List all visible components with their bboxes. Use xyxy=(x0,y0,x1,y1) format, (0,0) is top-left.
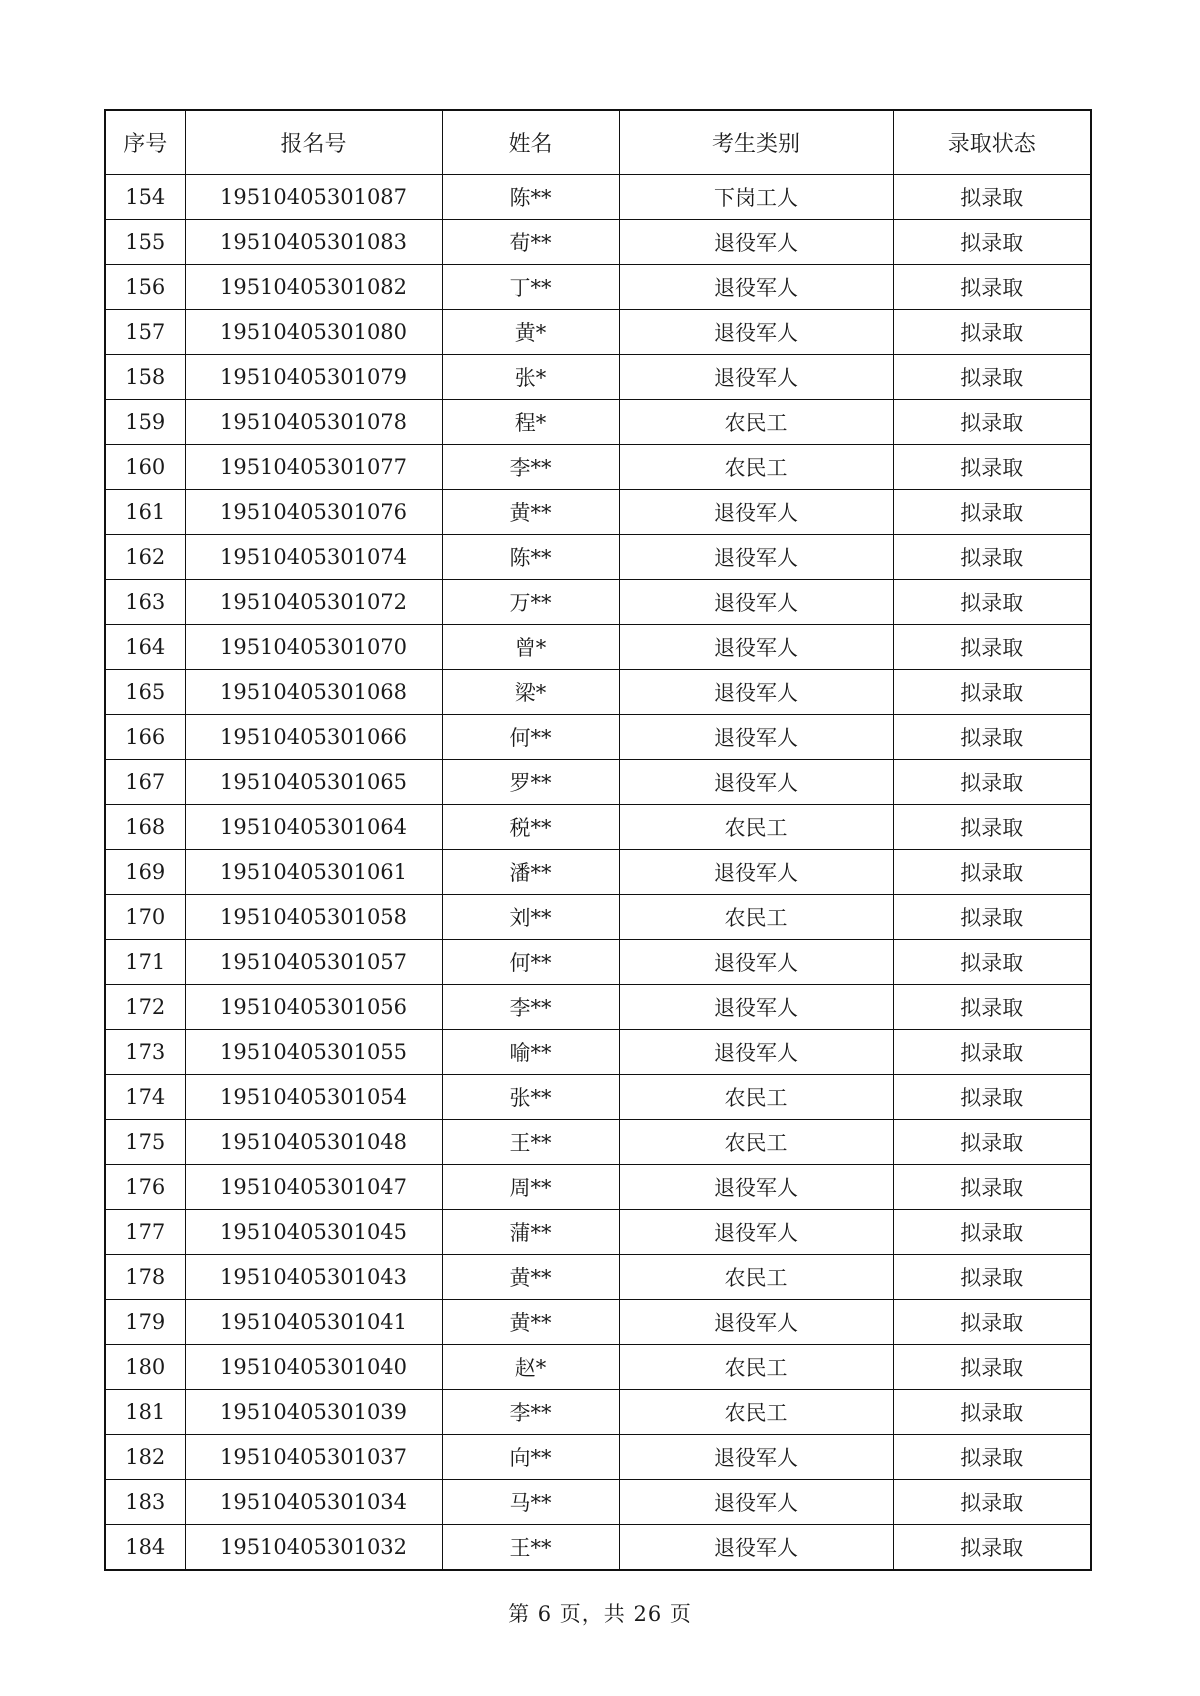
cell-candidate-category: 退役军人 xyxy=(619,670,893,715)
table-row xyxy=(105,805,1091,850)
cell-admission-status: 拟录取 xyxy=(893,895,1091,940)
cell-seq: 159 xyxy=(105,400,185,445)
cell-seq: 165 xyxy=(105,670,185,715)
cell-candidate-category: 农民工 xyxy=(619,1345,893,1390)
cell-registration-number: 19510405301037 xyxy=(185,1435,442,1480)
table-row xyxy=(105,850,1091,895)
cell-candidate-category: 退役军人 xyxy=(619,985,893,1030)
cell-registration-number: 19510405301054 xyxy=(185,1075,442,1120)
cell-name: 张* xyxy=(442,355,619,400)
cell-candidate-category: 农民工 xyxy=(619,400,893,445)
cell-registration-number: 19510405301034 xyxy=(185,1480,442,1525)
cell-registration-number: 19510405301058 xyxy=(185,895,442,940)
cell-admission-status: 拟录取 xyxy=(893,1345,1091,1390)
cell-candidate-category: 退役军人 xyxy=(619,535,893,580)
cell-admission-status: 拟录取 xyxy=(893,265,1091,310)
cell-seq: 174 xyxy=(105,1075,185,1120)
cell-candidate-category: 退役军人 xyxy=(619,1165,893,1210)
cell-seq: 163 xyxy=(105,580,185,625)
cell-registration-number: 19510405301043 xyxy=(185,1255,442,1300)
cell-registration-number: 19510405301057 xyxy=(185,940,442,985)
cell-registration-number: 19510405301032 xyxy=(185,1525,442,1571)
table-row xyxy=(105,1390,1091,1435)
cell-seq: 176 xyxy=(105,1165,185,1210)
cell-seq: 183 xyxy=(105,1480,185,1525)
cell-admission-status: 拟录取 xyxy=(893,1390,1091,1435)
cell-name: 李** xyxy=(442,445,619,490)
cell-name: 张** xyxy=(442,1075,619,1120)
cell-seq: 157 xyxy=(105,310,185,355)
cell-registration-number: 19510405301082 xyxy=(185,265,442,310)
table-row xyxy=(105,175,1091,220)
table-row xyxy=(105,1480,1091,1525)
header-admission-status: 录取状态 xyxy=(893,110,1091,175)
cell-admission-status: 拟录取 xyxy=(893,580,1091,625)
cell-seq: 167 xyxy=(105,760,185,805)
header-name: 姓名 xyxy=(442,110,619,175)
table-row xyxy=(105,670,1091,715)
cell-registration-number: 19510405301080 xyxy=(185,310,442,355)
cell-admission-status: 拟录取 xyxy=(893,1030,1091,1075)
cell-name: 喻** xyxy=(442,1030,619,1075)
cell-seq: 184 xyxy=(105,1525,185,1571)
cell-seq: 156 xyxy=(105,265,185,310)
cell-registration-number: 19510405301079 xyxy=(185,355,442,400)
cell-admission-status: 拟录取 xyxy=(893,1210,1091,1255)
cell-seq: 154 xyxy=(105,175,185,220)
cell-admission-status: 拟录取 xyxy=(893,535,1091,580)
cell-admission-status: 拟录取 xyxy=(893,760,1091,805)
table-row xyxy=(105,310,1091,355)
cell-candidate-category: 退役军人 xyxy=(619,1300,893,1345)
cell-seq: 170 xyxy=(105,895,185,940)
table-row xyxy=(105,1255,1091,1300)
cell-admission-status: 拟录取 xyxy=(893,1525,1091,1571)
cell-registration-number: 19510405301068 xyxy=(185,670,442,715)
cell-registration-number: 19510405301077 xyxy=(185,445,442,490)
table-row xyxy=(105,1030,1091,1075)
cell-seq: 168 xyxy=(105,805,185,850)
cell-registration-number: 19510405301056 xyxy=(185,985,442,1030)
cell-admission-status: 拟录取 xyxy=(893,1255,1091,1300)
cell-seq: 173 xyxy=(105,1030,185,1075)
cell-name: 王** xyxy=(442,1525,619,1571)
cell-admission-status: 拟录取 xyxy=(893,1165,1091,1210)
cell-candidate-category: 退役军人 xyxy=(619,1525,893,1571)
cell-name: 李** xyxy=(442,1390,619,1435)
cell-admission-status: 拟录取 xyxy=(893,1120,1091,1165)
cell-seq: 177 xyxy=(105,1210,185,1255)
cell-registration-number: 19510405301040 xyxy=(185,1345,442,1390)
table-row xyxy=(105,1300,1091,1345)
cell-name: 王** xyxy=(442,1120,619,1165)
cell-candidate-category: 退役军人 xyxy=(619,850,893,895)
cell-name: 黄** xyxy=(442,1300,619,1345)
cell-registration-number: 19510405301041 xyxy=(185,1300,442,1345)
cell-name: 罗** xyxy=(442,760,619,805)
table-row xyxy=(105,265,1091,310)
cell-name: 周** xyxy=(442,1165,619,1210)
cell-candidate-category: 退役军人 xyxy=(619,940,893,985)
cell-registration-number: 19510405301065 xyxy=(185,760,442,805)
cell-candidate-category: 农民工 xyxy=(619,1120,893,1165)
cell-name: 梁* xyxy=(442,670,619,715)
cell-seq: 164 xyxy=(105,625,185,670)
cell-candidate-category: 退役军人 xyxy=(619,715,893,760)
cell-candidate-category: 退役军人 xyxy=(619,355,893,400)
table-row xyxy=(105,940,1091,985)
cell-admission-status: 拟录取 xyxy=(893,1435,1091,1480)
cell-seq: 155 xyxy=(105,220,185,265)
cell-registration-number: 19510405301072 xyxy=(185,580,442,625)
cell-candidate-category: 退役军人 xyxy=(619,1480,893,1525)
cell-candidate-category: 退役军人 xyxy=(619,1030,893,1075)
table-row xyxy=(105,490,1091,535)
cell-seq: 158 xyxy=(105,355,185,400)
cell-admission-status: 拟录取 xyxy=(893,490,1091,535)
table-row xyxy=(105,220,1091,265)
cell-name: 蒲** xyxy=(442,1210,619,1255)
table-row xyxy=(105,1525,1091,1571)
cell-candidate-category: 退役军人 xyxy=(619,265,893,310)
cell-admission-status: 拟录取 xyxy=(893,625,1091,670)
table-row xyxy=(105,535,1091,580)
cell-admission-status: 拟录取 xyxy=(893,985,1091,1030)
cell-admission-status: 拟录取 xyxy=(893,400,1091,445)
table-row xyxy=(105,580,1091,625)
cell-seq: 180 xyxy=(105,1345,185,1390)
header-seq: 序号 xyxy=(105,110,185,175)
cell-candidate-category: 农民工 xyxy=(619,805,893,850)
cell-name: 丁** xyxy=(442,265,619,310)
cell-name: 李** xyxy=(442,985,619,1030)
cell-registration-number: 19510405301055 xyxy=(185,1030,442,1075)
cell-admission-status: 拟录取 xyxy=(893,940,1091,985)
cell-candidate-category: 退役军人 xyxy=(619,1210,893,1255)
cell-registration-number: 19510405301064 xyxy=(185,805,442,850)
cell-candidate-category: 退役军人 xyxy=(619,760,893,805)
table-row xyxy=(105,1075,1091,1120)
cell-admission-status: 拟录取 xyxy=(893,1075,1091,1120)
cell-registration-number: 19510405301047 xyxy=(185,1165,442,1210)
cell-name: 陈** xyxy=(442,175,619,220)
cell-name: 赵* xyxy=(442,1345,619,1390)
cell-registration-number: 19510405301076 xyxy=(185,490,442,535)
cell-registration-number: 19510405301061 xyxy=(185,850,442,895)
cell-seq: 178 xyxy=(105,1255,185,1300)
cell-name: 荀** xyxy=(442,220,619,265)
cell-registration-number: 19510405301048 xyxy=(185,1120,442,1165)
table-row xyxy=(105,355,1091,400)
cell-admission-status: 拟录取 xyxy=(893,355,1091,400)
cell-name: 刘** xyxy=(442,895,619,940)
cell-registration-number: 19510405301045 xyxy=(185,1210,442,1255)
cell-candidate-category: 退役军人 xyxy=(619,580,893,625)
table-row xyxy=(105,715,1091,760)
table-body xyxy=(105,175,1091,1571)
table-row xyxy=(105,760,1091,805)
cell-registration-number: 19510405301039 xyxy=(185,1390,442,1435)
cell-admission-status: 拟录取 xyxy=(893,850,1091,895)
cell-name: 黄** xyxy=(442,1255,619,1300)
cell-name: 曾* xyxy=(442,625,619,670)
cell-registration-number: 19510405301066 xyxy=(185,715,442,760)
cell-registration-number: 19510405301070 xyxy=(185,625,442,670)
cell-name: 程* xyxy=(442,400,619,445)
cell-candidate-category: 农民工 xyxy=(619,1390,893,1435)
cell-seq: 162 xyxy=(105,535,185,580)
cell-name: 潘** xyxy=(442,850,619,895)
cell-admission-status: 拟录取 xyxy=(893,310,1091,355)
cell-admission-status: 拟录取 xyxy=(893,220,1091,265)
cell-name: 何** xyxy=(442,940,619,985)
table-row xyxy=(105,985,1091,1030)
cell-name: 何** xyxy=(442,715,619,760)
cell-name: 黄* xyxy=(442,310,619,355)
cell-candidate-category: 退役军人 xyxy=(619,625,893,670)
cell-admission-status: 拟录取 xyxy=(893,670,1091,715)
cell-seq: 179 xyxy=(105,1300,185,1345)
cell-admission-status: 拟录取 xyxy=(893,1300,1091,1345)
cell-registration-number: 19510405301083 xyxy=(185,220,442,265)
cell-candidate-category: 退役军人 xyxy=(619,220,893,265)
admission-table xyxy=(104,109,1092,1571)
table-row xyxy=(105,1120,1091,1165)
cell-name: 黄** xyxy=(442,490,619,535)
cell-admission-status: 拟录取 xyxy=(893,805,1091,850)
cell-seq: 175 xyxy=(105,1120,185,1165)
table-row xyxy=(105,895,1091,940)
table-row xyxy=(105,1210,1091,1255)
table-row xyxy=(105,1165,1091,1210)
cell-seq: 160 xyxy=(105,445,185,490)
cell-candidate-category: 退役军人 xyxy=(619,490,893,535)
cell-admission-status: 拟录取 xyxy=(893,445,1091,490)
cell-seq: 166 xyxy=(105,715,185,760)
cell-candidate-category: 退役军人 xyxy=(619,310,893,355)
cell-candidate-category: 农民工 xyxy=(619,1255,893,1300)
cell-name: 马** xyxy=(442,1480,619,1525)
cell-seq: 171 xyxy=(105,940,185,985)
cell-candidate-category: 农民工 xyxy=(619,445,893,490)
table-row xyxy=(105,625,1091,670)
cell-seq: 169 xyxy=(105,850,185,895)
cell-seq: 181 xyxy=(105,1390,185,1435)
table-row xyxy=(105,400,1091,445)
cell-admission-status: 拟录取 xyxy=(893,715,1091,760)
header-registration-number: 报名号 xyxy=(185,110,442,175)
cell-seq: 182 xyxy=(105,1435,185,1480)
cell-registration-number: 19510405301078 xyxy=(185,400,442,445)
cell-seq: 172 xyxy=(105,985,185,1030)
cell-candidate-category: 退役军人 xyxy=(619,1435,893,1480)
header-candidate-category: 考生类别 xyxy=(619,110,893,175)
cell-name: 向** xyxy=(442,1435,619,1480)
table-header-row xyxy=(105,110,1091,175)
cell-admission-status: 拟录取 xyxy=(893,1480,1091,1525)
cell-name: 陈** xyxy=(442,535,619,580)
page-footer: 第 6 页，共 26 页 xyxy=(508,1602,692,1626)
cell-name: 万** xyxy=(442,580,619,625)
cell-candidate-category: 下岗工人 xyxy=(619,175,893,220)
cell-seq: 161 xyxy=(105,490,185,535)
table-row xyxy=(105,1435,1091,1480)
cell-registration-number: 19510405301087 xyxy=(185,175,442,220)
cell-candidate-category: 农民工 xyxy=(619,895,893,940)
cell-candidate-category: 农民工 xyxy=(619,1075,893,1120)
cell-name: 税** xyxy=(442,805,619,850)
cell-registration-number: 19510405301074 xyxy=(185,535,442,580)
table-row xyxy=(105,445,1091,490)
table-row xyxy=(105,1345,1091,1390)
cell-admission-status: 拟录取 xyxy=(893,175,1091,220)
